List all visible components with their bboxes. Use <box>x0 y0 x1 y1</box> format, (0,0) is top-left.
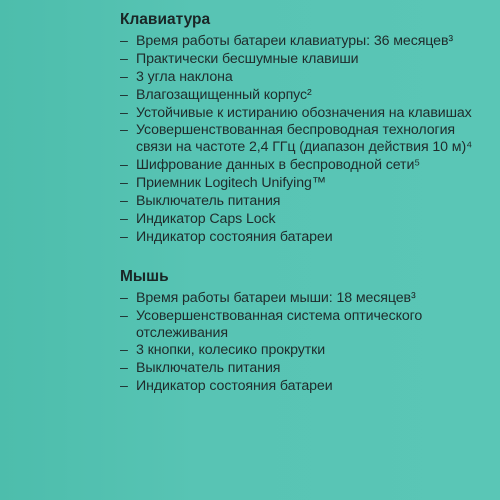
dash-bullet: – <box>120 342 128 359</box>
list-item: – Шифрование данных в беспроводной сети⁵ <box>120 156 421 173</box>
keyboard-title: Клавиатура <box>120 11 211 28</box>
mouse-spec-list <box>120 290 480 395</box>
dash-bullet: – <box>120 68 128 85</box>
dash-bullet: – <box>120 174 128 191</box>
dash-bullet: – <box>120 378 128 395</box>
dash-bullet: – <box>120 156 128 173</box>
dash-bullet: – <box>120 104 128 121</box>
list-item: – Усовершенствованная беспроводная технология связи на частоте 2,4 ГГц (диапазон действия 10 м)⁴ <box>120 122 473 156</box>
list-item: – Время работы батареи мыши: 18 месяцев³ <box>120 290 416 307</box>
dash-bullet: – <box>120 307 128 324</box>
dash-bullet: – <box>120 228 128 245</box>
list-item: – Устойчивые к истиранию обозначения на клавишах <box>120 104 472 121</box>
list-item: – 3 кнопки, колесико прокрутки <box>120 342 326 359</box>
dash-bullet: – <box>120 86 128 103</box>
list-item: – Индикатор состояния батареи <box>120 228 333 245</box>
dash-bullet: – <box>120 192 128 209</box>
dash-bullet: – <box>120 50 128 67</box>
list-item: – Индикатор состояния батареи <box>120 378 333 395</box>
list-item: – Выключатель питания <box>120 360 281 377</box>
keyboard-spec-list <box>120 33 480 245</box>
list-item: – Выключатель питания <box>120 192 281 209</box>
list-item: – Усовершенствованная система оптического отслеживания <box>120 307 423 341</box>
dash-bullet: – <box>120 210 128 227</box>
dash-bullet: – <box>120 33 128 49</box>
list-item: – Практически бесшумные клавиши <box>120 50 359 67</box>
list-item: – Время работы батареи клавиатуры: 36 месяцев³ <box>120 33 454 49</box>
list-item: – Приемник Logitech Unifying™ <box>120 174 326 191</box>
list-item: – Индикатор Caps Lock <box>120 210 276 227</box>
dash-bullet: – <box>120 122 128 139</box>
mouse-title: Мышь <box>120 268 169 286</box>
dash-bullet: – <box>120 290 128 307</box>
mouse-section <box>120 267 480 395</box>
dash-bullet: – <box>120 360 128 377</box>
list-item: – 3 угла наклона <box>120 68 233 85</box>
list-item: – Влагозащищенный корпус² <box>120 86 312 103</box>
keyboard-section <box>120 10 480 245</box>
